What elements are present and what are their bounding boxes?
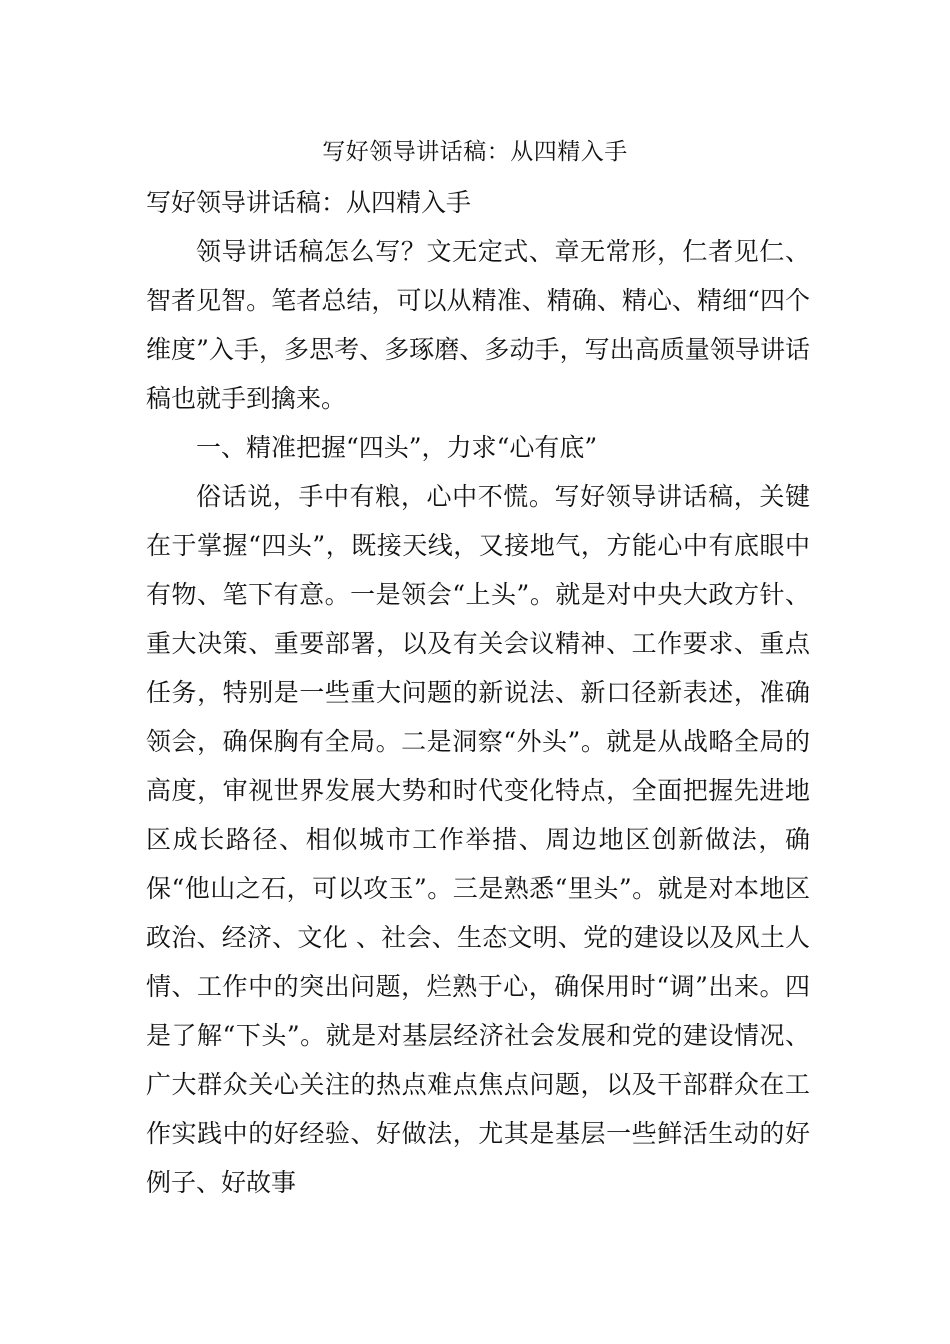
paragraph-intro: 领导讲话稿怎么写？文无定式、章无常形，仁者见仁、智者见智。笔者总结，可以从精准、精确、精心、精细“四个维度”入手，多思考、多琢磨、多动手，写出高质量领导讲话稿也就手到擒来。 — [146, 237, 810, 413]
document-title: 写好领导讲话稿：从四精入手 — [322, 139, 628, 165]
paragraph-body: 俗话说，手中有粮，心中不慌。写好领导讲话稿，关键在于掌握“四头”，既接天线，又接地气，方能心中有底眼中有物、笔下有意。一是领会“上头”。就是对中央大政方针、重大决策、重要部署，以及有关会议精神、工作要求、重点任务，特别是一些重大问题的新说法、新口径新表述，准确领会，确保胸有全局。二是洞察“外头”。就是从战略全局的高度，审视世界发展大势和时代变化特点，全面把握先进地区成长路径、相似城市工作举措、周边地区创新做法，确保“他山之石，可以攻玉”。三是熟悉“里头”。就是对本地区政治、经济、文化 、社会、生态文明、党的建设以及风土人情、工作中的突出问题，烂熟于心，确保用时“调”出来。四是了解“下头”。就是对基层经济社会发展和党的建设情况、广大群众关心关注的热点难点焦点问题，以及干部群众在工作实践中的好经验、好做法，尤其是基层一些鲜活生动的好例子、好故事 — [146, 482, 810, 1197]
document-subtitle: 写好领导讲话稿：从四精入手 — [146, 188, 472, 217]
section-heading: 一、精准把握“四头”，力求“心有底” — [196, 433, 598, 462]
document-body — [146, 178, 810, 1207]
